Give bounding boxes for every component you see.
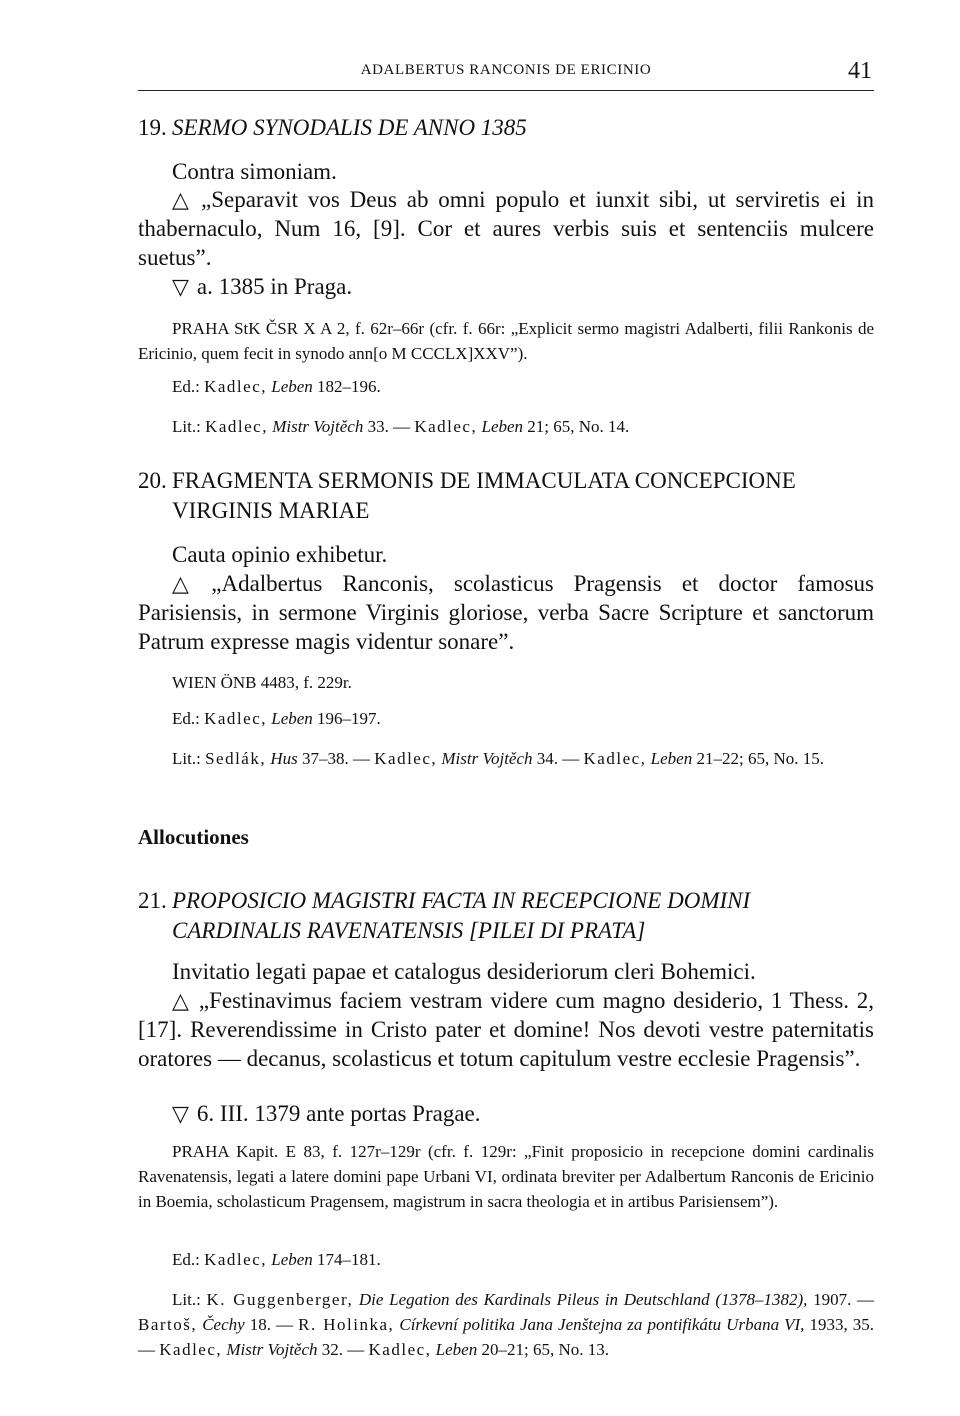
section-heading: Allocutiones: [138, 825, 249, 849]
entry-title-text: PROPOSICIO MAGISTRI FACTA IN RECEPCIONE DOMINI CARDINALIS RAVENATENSIS [PILEI DI PRATA]: [172, 888, 751, 943]
entry-21-subject: Invitatio legati papae et catalogus desideriorum cleri Bohemici.: [172, 959, 756, 984]
page-header: [138, 58, 874, 88]
date-triangle-icon: ▽: [172, 1101, 189, 1126]
entry-number: 20.: [138, 468, 167, 493]
header-rule: [138, 90, 874, 91]
entry-19-edition: Ed.: Kadlec, Leben 182–196.: [172, 377, 381, 396]
entry-20-subject: Cauta opinio exhibetur.: [172, 542, 388, 567]
date-text: a. 1385 in Praga.: [196, 274, 353, 299]
entry-title-text: FRAGMENTA SERMONIS DE IMMACULATA CONCEPCIONE VIRGINIS MARIAE: [172, 468, 796, 523]
entry-20-literature: Lit.: Sedlák, Hus 37–38. — Kadlec, Mistr Vojtěch 34. — Kadlec, Leben 21–22; 65, No. 15.: [172, 749, 824, 768]
entry-21-incipit: [138, 986, 874, 1073]
entry-21-literature: Lit.: K. Guggenberger, Die Legation des Kardinals Pileus in Deutschland (1378–1382), 1907. — Bartoš, Čechy 18. — R. Holinka, Církevní politika Jana Jenštejna za pontifikátu Urbana VI, 1933, 35. — Kadlec, Mistr Vojtěch 32. — Kadlec, Leben 20–21; 65, No. 13.: [138, 1290, 875, 1359]
incipit-text: „Festinavimus faciem vestram videre cum magno desiderio, 1 Thess. 2, [17]. Reverendissime in Cristo pater et domine! Nos devoti vestre paternitatis oratores — decanus, scolasticus et totum capitulum vestre ecclesie Pragensis”.: [138, 988, 875, 1071]
incipit-triangle-icon: △: [172, 571, 204, 596]
date-text: 6. III. 1379 ante portas Pragae.: [196, 1101, 481, 1126]
incipit-triangle-icon: △: [172, 988, 191, 1013]
running-title: ADALBERTUS RANCONIS DE ERICINIO: [360, 62, 652, 78]
incipit-triangle-icon: △: [172, 187, 193, 212]
entry-19-date: [138, 272, 874, 301]
entry-19-subject: Contra simoniam.: [172, 159, 337, 184]
entry-21-date: [138, 1099, 874, 1128]
entry-21-title: [138, 886, 874, 946]
entry-19-literature: Lit.: Kadlec, Mistr Vojtěch 33. — Kadlec, Leben 21; 65, No. 14.: [172, 417, 630, 436]
entry-20-title: [138, 466, 874, 526]
entry-20-incipit: [138, 569, 874, 656]
entry-21-edition: Ed.: Kadlec, Leben 174–181.: [172, 1250, 381, 1269]
incipit-text: „Separavit vos Deus ab omni populo et iunxit sibi, ut serviretis ei in thabernaculo, Num 16, [9]. Cor et aures verbis suis et sentenciis mulcere suetus”.: [138, 187, 874, 270]
entry-19-incipit: [138, 185, 874, 272]
incipit-text: „Adalbertus Ranconis, scolasticus Pragensis et doctor famosus Parisiensis, in sermone Virginis gloriose, verba Sacre Scripture et sanctorum Patrum expresse magis videntur sonare”.: [138, 571, 875, 654]
entry-title-text: SERMO SYNODALIS DE ANNO 1385: [172, 115, 527, 140]
entry-20-manuscript: WIEN ÖNB 4483, f. 229r.: [172, 673, 352, 692]
entry-21-manuscript: PRAHA Kapit. E 83, f. 127r–129r (cfr. f. 129r: „Finit proposicio in recepcione domini cardinalis Ravenatensis, legati a latere domini pape Urbani VI, ordinata breviter per Adalbertum Ranconis de Ericinio in Boemia, scholasticum Pragensem, magistrum in sacra theologia et in artibus Parisiensem”).: [138, 1142, 874, 1211]
entry-19-manuscript: PRAHA StK ČSR X A 2, f. 62r–66r (cfr. f. 66r: „Explicit sermo magistri Adalberti, filii Rankonis de Ericinio, quem fecit in synodo ann[o M CCCLX]XXV”).: [138, 319, 874, 363]
entry-number: 19.: [138, 115, 167, 140]
entry-number: 21.: [138, 888, 167, 913]
entry-20-edition: Ed.: Kadlec, Leben 196–197.: [172, 709, 381, 728]
date-triangle-icon: ▽: [172, 274, 189, 299]
page-number: 41: [848, 58, 872, 84]
entry-19-title: [138, 113, 874, 143]
